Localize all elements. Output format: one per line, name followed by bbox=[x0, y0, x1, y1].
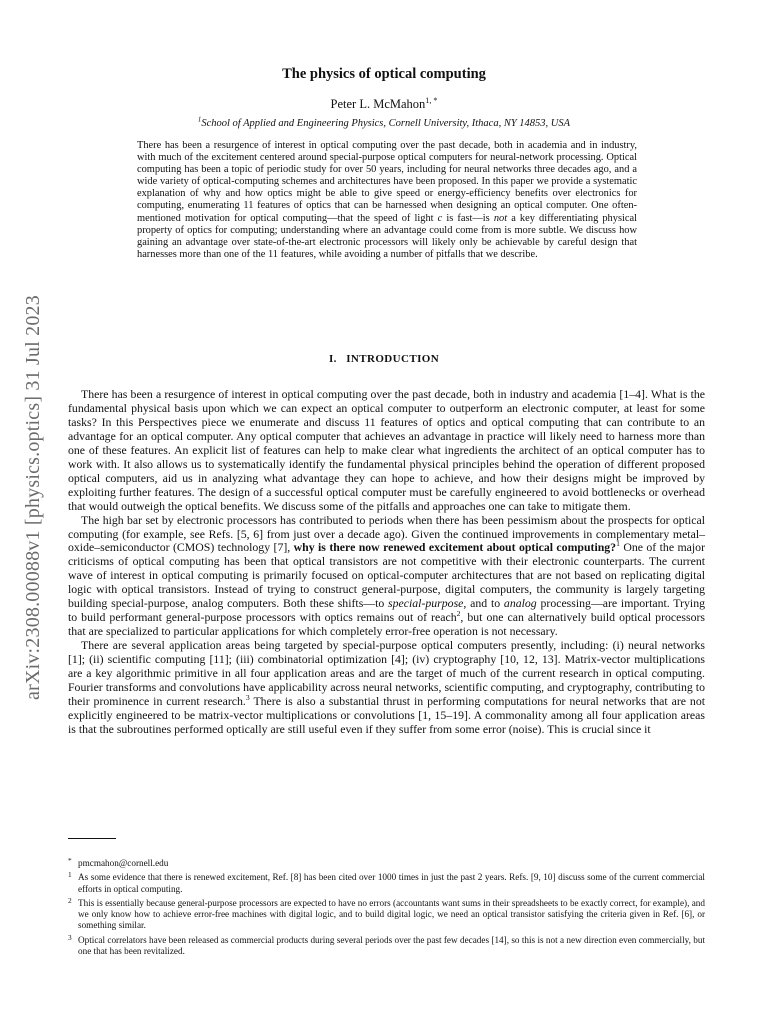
body-paragraph-2 bbox=[68, 514, 705, 640]
footnote-email[interactable]: pmcmahon@cornell.edu bbox=[78, 858, 169, 868]
section-title: INTRODUCTION bbox=[346, 353, 440, 365]
italic-term: analog bbox=[503, 596, 537, 611]
footnote-ref-3[interactable]: 3 bbox=[245, 693, 250, 703]
paragraph-text: One of the major criticisms of optical computing has been that optical transistors are not competitive with their electronic counterparts. The current wave of interest in optical computing is primarily focused on optical-computer architectures that are not based on replicating digital logic with optical transistors. Instead of trying to construct general-purpose, digital computers, the community is largely targeting building special-purpose, analog computers. Both these shifts—to bbox=[68, 540, 705, 611]
footnote-item bbox=[68, 855, 705, 869]
paragraph-text: , and to bbox=[463, 596, 504, 611]
body-paragraph-1: There has been a resurgence of interest in optical computing over the past decade, both in industry and academia [1–4]. What is the fundamental physical basis upon which we can expect an optical computer to outperform an electronic computer, at least for some tasks? In this Perspectives piece we enumerate and discuss 11 features of optics and optical computing that can contribute to an advantage for an optical computer. Any optical computer that achieves an advantage in practice will likely need to harness more than one of these features. An explicit list of features can help to make clear what ingredients the architect of an optical computer has to work with. It also allows us to systematically identify the fundamental physical principles behind the operation of different proposed optical computers, aid us in analyzing what advantage they can hope to achieve, and how their designs might be improved by exploiting further features. The design of a successful optical computer must be carefully engineered to avoid bottlenecks or overhead that would outweigh the optical benefits. We discuss some of the pitfalls and approaches one can take to mitigate them. bbox=[68, 387, 705, 513]
footnote-ref-1[interactable]: 1 bbox=[616, 539, 620, 549]
italic-term: special-purpose bbox=[388, 596, 464, 611]
paragraph-text: There is also a substantial thrust in performing computations for neural networks that are not explicitly engineered to be matrix-vector multiplications or convolutions [1, 15–19]. A commonality among all four application areas is that the subroutines performed optically are still useful even if they suffer from some error (noise). This is crucial since it bbox=[68, 693, 706, 736]
introduction-body bbox=[68, 388, 705, 737]
footnote-text: Optical correlators have been released as commercial products during several periods over the past few decades [14], so this is not a new direction even commercially, but one that has been revitalized. bbox=[78, 934, 705, 957]
abstract-italic-c: c bbox=[437, 212, 443, 224]
footnotes bbox=[68, 855, 705, 957]
author-superscript: 1, * bbox=[425, 95, 438, 105]
author-line bbox=[0, 97, 768, 112]
arxiv-identifier-stamp: arXiv:2308.00088v1 [physics.optics] 31 Jul 2023 bbox=[22, 295, 44, 700]
footnote-mark: 2 bbox=[68, 895, 72, 905]
paragraph-text: There are several application areas being targeted by special-purpose optical computers presently, including: (i) neural networks [1]; (ii) scientific computing [11]; (iii) combinatorial optimization [4]; (iv) cryptography [10, 12, 13]. Matrix-vector multiplications are a key algorithmic primitive in all four application areas and are the target of much of the current research in optical computing. Fourier transforms and convolutions have applicability across neural networks, scientific computing, and cryptography, contributing to their prominence in current research. bbox=[68, 638, 705, 708]
author-name: Peter L. McMahon bbox=[330, 97, 426, 111]
footnote-text: As some evidence that there is renewed excitement, Ref. [8] has been cited over 1000 times in just the past 2 years. Refs. [9, 10] discuss some of the current commercial efforts in optical computing. bbox=[78, 872, 705, 894]
paragraph-text: The high bar set by electronic processors has contributed to periods when there has been pessimism about the prospects for optical computing (for example, see Refs. [5, 6] from just over a decade ago). Given the continued improvements in complementary metal–oxide–semiconductor (CMOS) technology [7], bbox=[68, 512, 705, 555]
abstract bbox=[137, 140, 637, 261]
affiliation-superscript: 1 bbox=[197, 116, 202, 124]
paper-title: The physics of optical computing bbox=[282, 66, 486, 82]
affiliation-line bbox=[0, 118, 768, 129]
footnote-item bbox=[68, 869, 705, 895]
paragraph-text: processing—are important. Trying to build performant general-purpose processors with optics remains out of reach bbox=[68, 596, 706, 625]
abstract-text: There has been a resurgence of interest in optical computing over the past decade, both in academia and in industry, with much of the excitement centered around special-purpose optical computers for neural-network processing. Optical computing has been a topic of periodic study for over 50 years, including for neural networks three decades ago, and a wide variety of optical-computing schemes and architectures have been proposed. In this paper we provide a systematic explanation of why and how optics might be able to give speed or energy-efficiency benefits over electronics for computing, enumerating 11 features of optics that can be harnessed when designing an optical computer. One often-mentioned motivation for optical computing—that the speed of light bbox=[137, 140, 637, 224]
paragraph-text: , but one can alternatively build optical processors that are specialized to particular applications for which completely error-free operation is not necessary. bbox=[68, 610, 705, 639]
abstract-text: a key differentiating physical property of optics for computing; understanding where an advantage could come from is more subtle. We discuss how gaining an advantage over state-of-the-art electronic processors will likely only be achievable by careful design that harnesses more than one of the 11 features, while avoiding a number of pitfalls that we describe. bbox=[137, 212, 637, 260]
bold-question: why is there now renewed excitement about optical computing? bbox=[293, 540, 617, 555]
footnote-mark: * bbox=[68, 856, 72, 865]
body-paragraph-3 bbox=[68, 639, 705, 737]
footnote-item bbox=[68, 932, 705, 958]
footnote-rule bbox=[68, 838, 116, 839]
footnote-mark: 3 bbox=[68, 932, 72, 942]
abstract-italic-not: not bbox=[493, 212, 508, 224]
section-heading bbox=[0, 353, 768, 365]
affiliation-text: School of Applied and Engineering Physics, Cornell University, Ithaca, NY 14853, USA bbox=[201, 118, 571, 129]
abstract-text: is fast—is bbox=[442, 212, 494, 224]
footnote-mark: 1 bbox=[68, 870, 72, 880]
footnote-ref-2[interactable]: 2 bbox=[456, 609, 461, 619]
section-number: I. bbox=[328, 353, 337, 365]
footnote-text: This is essentially because general-purpose processors are expected to have no errors (accountants want sums in their spreadsheets to be exactly correct, for example), and we only know how to achieve error-free machines with digital logic, and to build digital logic, we need an optical transistor satisfying the criteria given in Ref. [6], or something similar. bbox=[78, 897, 705, 931]
footnote-item bbox=[68, 895, 705, 932]
